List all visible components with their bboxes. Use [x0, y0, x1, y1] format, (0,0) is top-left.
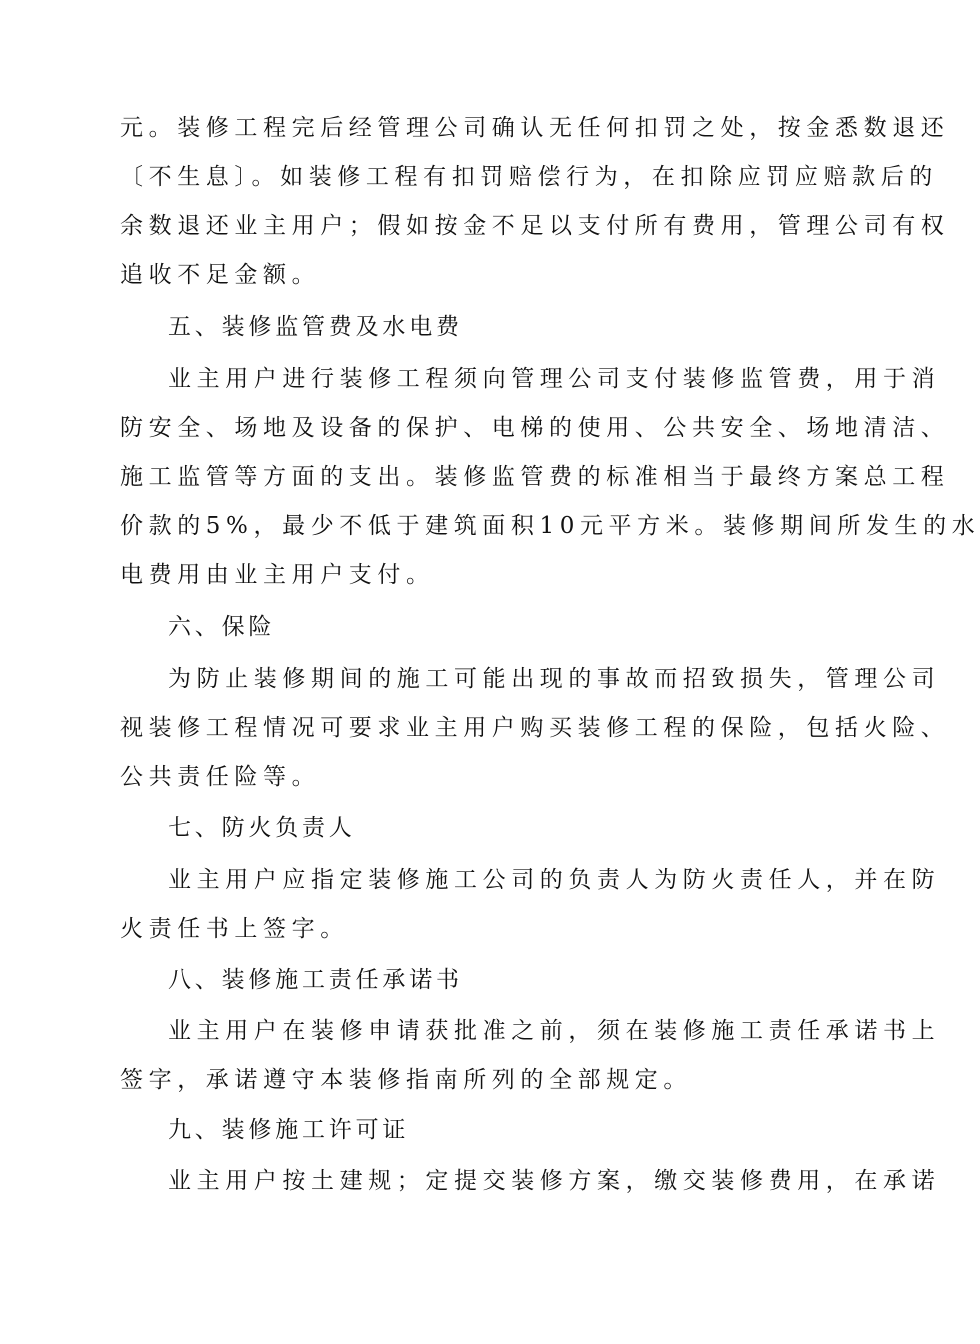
paragraph-line: 公共责任险等。 — [120, 764, 321, 790]
paragraph-line: 业主用户按土建规；定提交装修方案，缴交装修费用，在承诺 — [168, 1168, 941, 1194]
paragraph-line: 业主用户进行装修工程须向管理公司支付装修监管费，用于消 — [168, 366, 941, 392]
paragraph-line: 签字，承诺遵守本装修指南所列的全部规定。 — [120, 1067, 692, 1093]
paragraph-line: 价款的5%，最少不低于建筑面积10元平方米。装修期间所发生的水 — [120, 513, 980, 539]
section-heading-8: 八、装修施工责任承诺书 — [168, 967, 463, 993]
paragraph-line: 电费用由业主用户支付。 — [120, 562, 435, 588]
paragraph-line: 元。装修工程完后经管理公司确认无任何扣罚之处，按金悉数退还 — [120, 115, 950, 141]
paragraph-line: 业主用户应指定装修施工公司的负责人为防火责任人，并在防 — [168, 867, 941, 893]
paragraph-line: 业主用户在装修申请获批准之前，须在装修施工责任承诺书上 — [168, 1018, 941, 1044]
section-heading-7: 七、防火负责人 — [168, 815, 356, 841]
paragraph-line: 〔不生息〕。如装修工程有扣罚赔偿行为，在扣除应罚应赔款后的 — [120, 164, 938, 190]
section-heading-6: 六、保险 — [168, 614, 276, 640]
paragraph-line: 追收不足金额。 — [120, 262, 321, 288]
paragraph-line: 施工监管等方面的支出。装修监管费的标准相当于最终方案总工程 — [120, 464, 950, 490]
paragraph-line: 视装修工程情况可要求业主用户购买装修工程的保险，包括火险、 — [120, 715, 950, 741]
section-heading-9: 九、装修施工许可证 — [168, 1117, 410, 1143]
paragraph-line: 余数退还业主用户；假如按金不足以支付所有费用，管理公司有权 — [120, 213, 950, 239]
paragraph-line: 为防止装修期间的施工可能出现的事故而招致损失，管理公司 — [168, 666, 941, 692]
paragraph-line: 火责任书上签字。 — [120, 916, 349, 942]
section-heading-5: 五、装修监管费及水电费 — [168, 314, 463, 340]
paragraph-line: 防安全、场地及设备的保护、电梯的使用、公共安全、场地清洁、 — [120, 415, 950, 441]
